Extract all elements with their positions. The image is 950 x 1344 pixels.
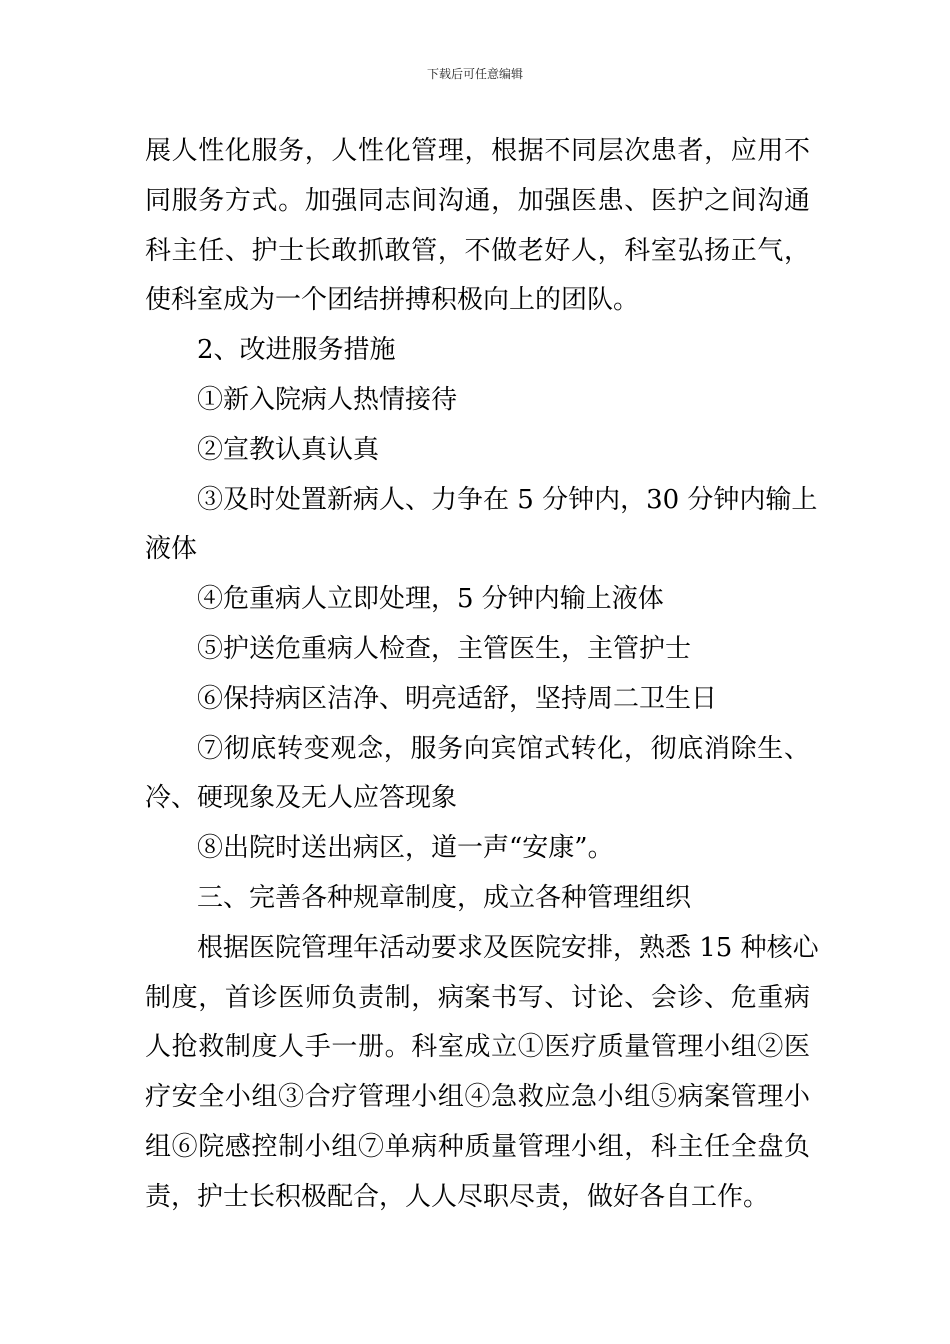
text-line: 人抢救制度人手一册。科室成立①医疗质量管理小组②医 bbox=[145, 1032, 810, 1063]
list-item: ①新入院病人热情接待 bbox=[197, 384, 458, 415]
page-header-note: 下载后可任意编辑 bbox=[426, 67, 523, 81]
text-line: 制度，首诊医师负责制，病案书写、讨论、会诊、危重病 bbox=[145, 982, 810, 1013]
text-line: 科主任、护士长敢抓敢管，不做老好人，科室弘扬正气， bbox=[145, 235, 810, 266]
section-heading: 2、改进服务措施 bbox=[197, 335, 396, 366]
list-item-continuation: 液体 bbox=[145, 534, 198, 565]
list-item: ④危重病人立即处理，5 分钟内输上液体 bbox=[197, 584, 664, 615]
document-body bbox=[145, 127, 819, 1223]
text-line: 责，护士长积极配合，人人尽职尽责，做好各自工作。 bbox=[145, 1181, 770, 1212]
list-item: ③及时处置新病人、力争在 5 分钟内，30 分钟内输上 bbox=[197, 484, 818, 515]
list-item: ⑧出院时送出病区，道一声“安康”。 bbox=[197, 833, 614, 864]
text-line: 使科室成为一个团结拼搏积极向上的团队。 bbox=[145, 285, 640, 316]
list-item: ⑤护送危重病人检查，主管医生，主管护士 bbox=[197, 633, 692, 664]
text-line: 根据医院管理年活动要求及医院安排，熟悉 15 种核心 bbox=[197, 932, 819, 963]
text-line: 展人性化服务，人性化管理，根据不同层次患者，应用不 bbox=[145, 136, 810, 166]
text-line: 疗安全小组③合疗管理小组④急救应急小组⑤病案管理小 bbox=[145, 1082, 810, 1113]
section-heading: 三、完善各种规章制度，成立各种管理组织 bbox=[197, 882, 692, 913]
text-line: 组⑥院感控制小组⑦单病种质量管理小组，科主任全盘负 bbox=[145, 1131, 810, 1162]
list-item: ⑦彻底转变观念，服务向宾馆式转化，彻底消除生、 bbox=[197, 733, 810, 764]
list-item: ⑥保持病区洁净、明亮适舒，坚持周二卫生日 bbox=[197, 683, 718, 714]
text-line: 同服务方式。加强同志间沟通，加强医患、医护之间沟通 bbox=[145, 185, 810, 216]
list-item-continuation: 冷、硬现象及无人应答现象 bbox=[145, 783, 458, 814]
list-item: ②宣教认真认真 bbox=[197, 434, 380, 465]
